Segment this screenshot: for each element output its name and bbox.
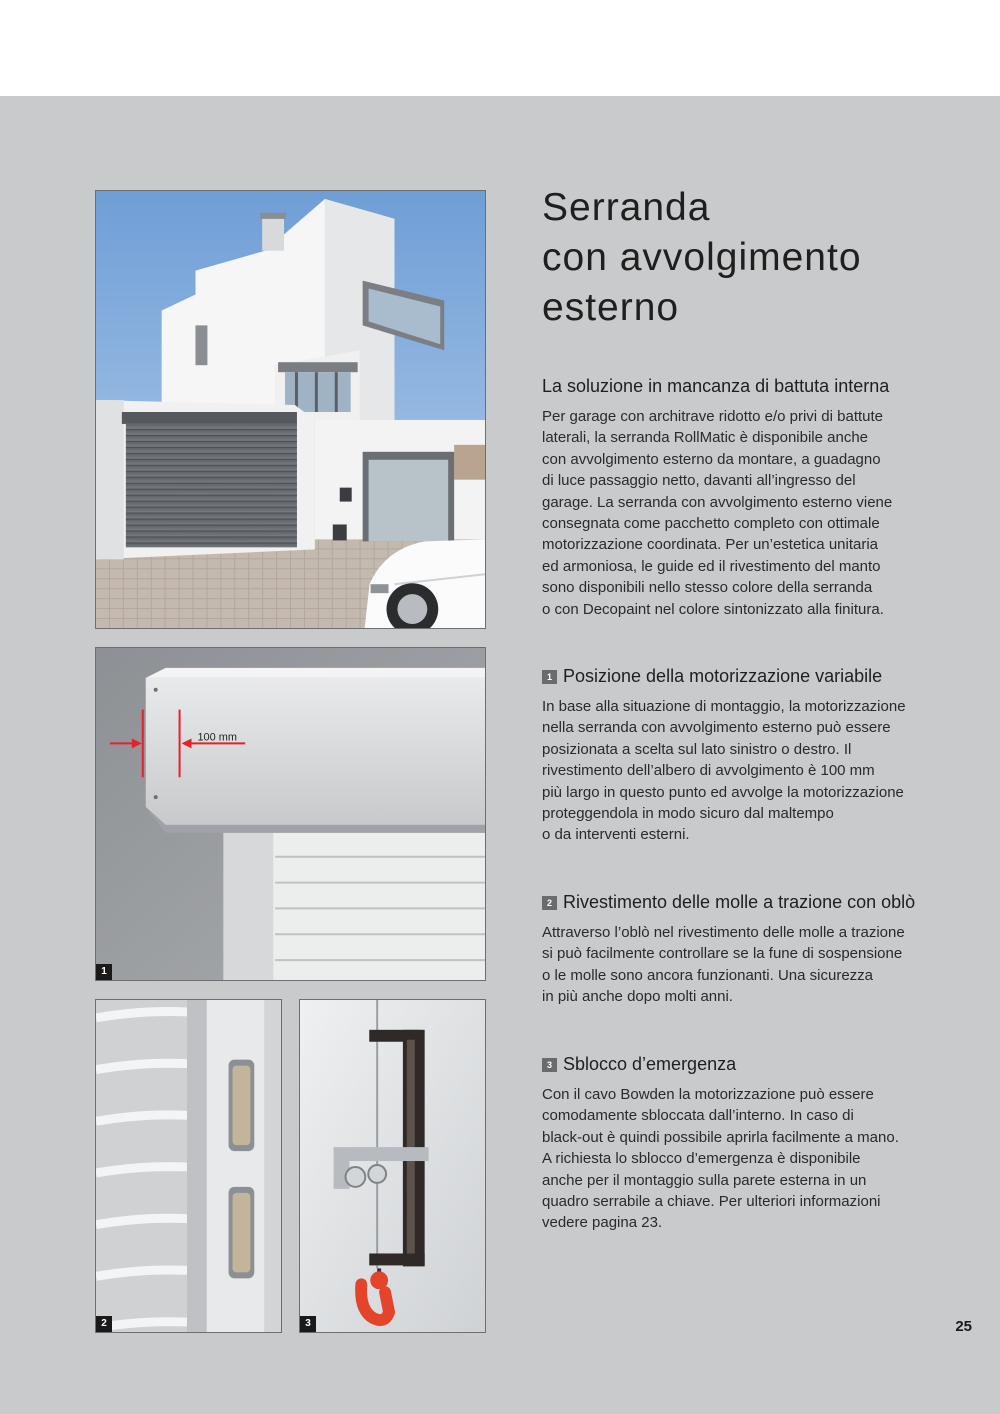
section-heading-text: Posizione della motorizzazione variabile [563, 666, 883, 686]
section-number-badge: 2 [542, 896, 557, 910]
title-line: con avvolgimento [542, 236, 862, 279]
intro-section [542, 375, 942, 620]
dimension-label: 100 mm [197, 731, 237, 744]
photo-motor-housing [95, 647, 486, 981]
section-number-badge: 1 [542, 670, 557, 684]
section-spring-cover [542, 891, 942, 1008]
photo-number-badge: 1 [96, 964, 112, 980]
section-body: In base alla situazione di montaggio, la motorizzazione nella serranda con avvolgimento esterno può essere posizionata a scelta sul lato sinistro o destro. Il rivestimento dell’albero di avvolgimento è 100 mm più largo in questo punto ed avvolge la motorizzazione proteggendola in modo sicuro dal maltempo o da interventi esterni. [542, 698, 906, 844]
intro-body: Per garage con architrave ridotto e/o privi di battute laterali, la serranda RollMatic è disponibile anche con avvolgimento esterno da montare, a guadagno di luce passaggio netto, davanti all’ingresso del garage. La serranda con avvolgimento esterno viene consegnata come pacchetto completo con ottimale motorizzazione coordinata. Per un’estetica unitaria ed armoniosa, le guide ed il rivestimento del manto sono disponibili nello stesso colore della serranda o con Decopaint nel colore sintonizzato alla finitura. [542, 408, 893, 618]
section-heading [542, 665, 942, 687]
section-heading-text: Rivestimento delle molle a trazione con oblò [563, 892, 916, 912]
photo-emergency-release [299, 999, 486, 1333]
section-number-badge: 3 [542, 1058, 557, 1072]
title-line: Serranda [542, 186, 711, 229]
house-photo [95, 190, 486, 629]
title-line: esterno [542, 286, 680, 329]
page-number: 25 [955, 1318, 972, 1335]
intro-heading: La soluzione in mancanza di battuta interna [542, 376, 890, 396]
photo-spring-cover [95, 999, 282, 1333]
section-heading [542, 891, 942, 913]
section-heading [542, 1053, 942, 1075]
photo-number-badge: 2 [96, 1316, 112, 1332]
photo-number-badge: 3 [300, 1316, 316, 1332]
page-title [542, 183, 962, 333]
section-motor-position [542, 665, 942, 846]
section-body: Con il cavo Bowden la motorizzazione può essere comodamente sbloccata dall’interno. In caso di black-out è quindi possibile aprirla facilmente a mano. A richiesta lo sblocco d’emergenza è disponibile anche per il montaggio sulla parete esterna in un quadro serrabile a chiave. Per ulteriori informazioni vedere pagina 23. [542, 1086, 899, 1232]
section-emergency-release [542, 1053, 942, 1234]
section-heading-text: Sblocco d’emergenza [563, 1054, 737, 1074]
section-body: Attraverso l’oblò nel rivestimento delle molle a trazione si può facilmente controllare se la fune di sospensione o le molle sono ancora funzionanti. Una sicurezza in più anche dopo molti anni. [542, 924, 905, 1006]
